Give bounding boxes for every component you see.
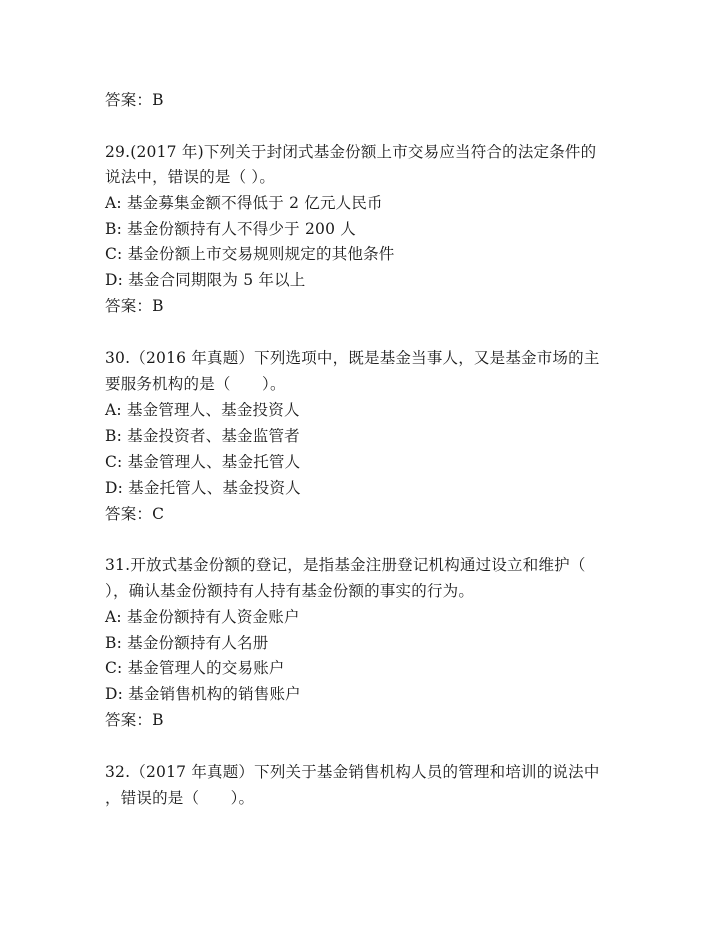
option-d: D: 基金销售机构的销售账户 <box>105 685 301 703</box>
question-stem-line: 29.(2017 年)下列关于封闭式基金份额上市交易应当符合的法定条件的 <box>105 143 597 161</box>
option-c: C: 基金份额上市交易规则规定的其他条件 <box>105 245 395 263</box>
option-a: A: 基金份额持有人资金账户 <box>105 608 300 626</box>
answer: 答案：B <box>105 711 164 729</box>
question-stem-line: 32.（2017 年真题）下列关于基金销售机构人员的管理和培训的说法中 <box>105 763 600 781</box>
option-d: D: 基金托管人、基金投资人 <box>105 479 301 497</box>
answer: 答案：C <box>105 505 165 523</box>
option-b: B: 基金份额持有人不得少于 200 人 <box>105 220 356 238</box>
option-c: C: 基金管理人的交易账户 <box>105 659 285 677</box>
question-stem-line: ），确认基金份额持有人持有基金份额的事实的行为。 <box>105 582 475 600</box>
question-stem-line: ，错误的是（ ）。 <box>105 789 255 807</box>
option-d: D: 基金合同期限为 5 年以上 <box>105 271 306 289</box>
question-stem-line: 30.（2016 年真题）下列选项中，既是基金当事人，又是基金市场的主 <box>105 349 600 367</box>
option-c: C: 基金管理人、基金托管人 <box>105 453 301 471</box>
question-stem-line: 31.开放式基金份额的登记，是指基金注册登记机构通过设立和维护（ <box>105 556 586 574</box>
question-stem-line: 说法中，错误的是（ ）。 <box>105 168 276 186</box>
option-a: A: 基金管理人、基金投资人 <box>105 401 300 419</box>
question-stem-line: 要服务机构的是（ ）。 <box>105 375 286 393</box>
answer: 答案：B <box>105 297 164 315</box>
option-b: B: 基金投资者、基金监管者 <box>105 427 300 445</box>
previous-answer: 答案：B <box>105 91 164 109</box>
option-a: A: 基金募集金额不得低于 2 亿元人民币 <box>105 194 383 212</box>
option-b: B: 基金份额持有人名册 <box>105 634 269 652</box>
